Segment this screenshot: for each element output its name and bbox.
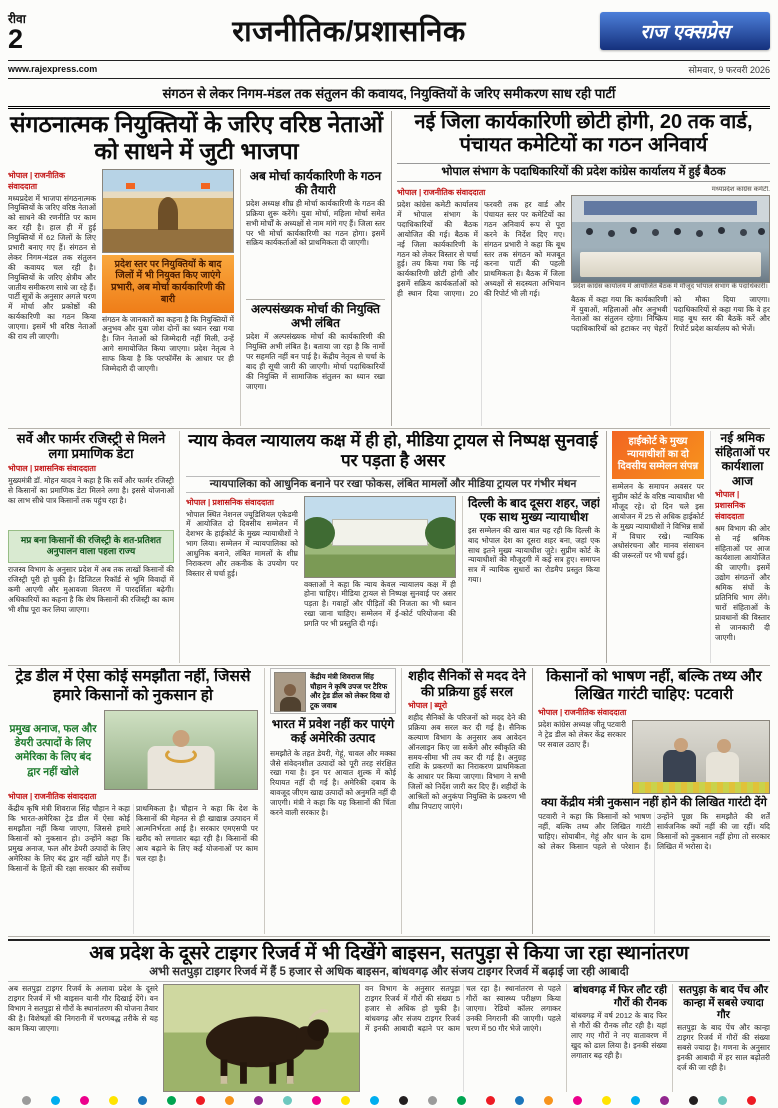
bjp-body-col1: मध्यप्रदेश में भाजपा संगठनात्मक नियुक्तियों के जरिए वरिष्ठ नेताओं को साधने की रणनीति पर काम कर रही है। हाल ही में हुई नियुक्तियों में 62 जिलों के लिए प्रभारी बनाए गए हैं। संगठन से लेकर निगम-मंडल तक संतुलन की कवायद चल रही है। नियुक्तियों के जरिए क्षेत्रीय और जातीय समीकरण साधे जा रहे हैं। पार्टी सूत्रों के अनुसार अगले चरण में मोर्चा और प्रकोष्ठों की कार्यकारिणी का गठन किया जाएगा। इसमें भी वरिष्ठ नेताओं की राय ली जाएगी। [8, 193, 96, 342]
article-judiciary [186, 431, 600, 663]
tariff-sub-headline: भारत में प्रवेश नहीं कर पाएंगे कई अमेरिकी उत्पाद [271, 717, 395, 746]
registry-headline: सर्वे और फार्मर रजिस्ट्री से मिलने लगा प्रमाणिक डेटा [16, 431, 166, 462]
article-labour-codes [606, 431, 770, 663]
masthead-rule-top [8, 60, 770, 61]
meeting-banner [584, 201, 757, 215]
shivraj-photo [104, 710, 258, 790]
registry-body-bottom: राजस्व विभाग के अनुसार प्रदेश में अब तक लाखों किसानों की रजिस्ट्री पूरी हो चुकी है। डिजिटल रिकॉर्ड से भूमि विवादों में कमी आएगी और मुआवजा वितरण में पारदर्शिता बढ़ेगी। अधिकारियों का कहना है कि शेष किसानों की रजिस्ट्री का काम भी शीघ्र पूरा कर लिया जाएगा। [8, 565, 174, 614]
bjp-body-col2: संगठन के जानकारों का कहना है कि नियुक्तियों में अनुभव और युवा जोश दोनों का ध्यान रखा गया है। जिन नेताओं को जिम्मेदारी नहीं मिली, उन्हें आगे समायोजित किया जाएगा। प्रदेश नेतृत्व ने साफ किया है कि परफॉर्मेंस के आधार पर ही जिम्मेदारी दी जाएगी। [102, 314, 234, 374]
bison-body-col2: वन विभाग के अनुसार सतपुड़ा टाइगर रिजर्व में गौरों की संख्या 5 हजार से अधिक हो चुकी है। बांधवगढ़ और संजय टाइगर रिजर्व में इनकी आबादी बढ़ाने पर काम चल रहा है। स्थानांतरण से पहले गौरों का स्वास्थ्य परीक्षण किया जाएगा। रेडियो कॉलर लगाकर उनकी निगरानी की जाएगी। पहले चरण में 50 गौर भेजे जाएंगे। [365, 984, 561, 1033]
tariff-box-text: केंद्रीय मंत्री शिवराज सिंह चौहान ने कृषि उपज पर टैरिफ और ट्रेड डील को लेकर दिया दो टूक जवाब [310, 672, 390, 710]
morcha-sub-headline: अब मोर्चा कार्यकारिणी के गठन की तैयारी [249, 168, 382, 197]
bison-photo [163, 984, 360, 1092]
bison-headline: अब प्रदेश के दूसरे टाइगर रिजर्व में भी दिखेंगे बाइसन, सतपुड़ा से किया जा रहा स्थानांतरण [89, 943, 689, 965]
article-martyr-aid [408, 668, 526, 934]
section-title: राजनीतिक/प्रशासनिक [232, 16, 466, 49]
masthead [8, 4, 770, 58]
congress-body-col2: बैठक में कहा गया कि कार्यकारिणी में युवाओं, महिलाओं और अनुभवी नेताओं का संतुलन रहेगा। निष्क्रिय पदाधिकारियों को हटाकर नए चेहरों को मौका दिया जाएगा। पदाधिकारियों से कहा गया कि वे हर माह बूथ स्तर की बैठकें करें और रिपोर्ट प्रदेश कार्यालय को भेजें। [571, 294, 770, 334]
martyr-headline: शहीद सैनिकों से मदद देने की प्रक्रिया हुई सरल [408, 668, 526, 699]
sub-divider [246, 299, 385, 300]
bjp-photo-caption: प्रदेश स्तर पर नियुक्तियों के बाद जिलों में भी नियुक्त किए जाएंगे प्रभारी, अब मोर्चा कार्यकारिणी की बारी [102, 255, 234, 313]
office-flag-right [201, 183, 210, 189]
office-arch [158, 197, 179, 230]
martyr-byline: भोपाल | ब्यूरो [408, 700, 448, 710]
martyr-body: शहीद सैनिकों के परिजनों को मदद देने की प्रक्रिया अब सरल कर दी गई है। सैनिक कल्याण विभाग के अनुसार अब आवेदन ऑनलाइन किए जा सकेंगे और स्वीकृति की समय-सीमा भी तय कर दी गई है। अनुग्रह राशि के प्रकरणों का निराकरण प्राथमिकता के आधार पर किया जाएगा। विभाग ने सभी जिलों को निर्देश जारी कर दिए हैं। शहीदों के आश्रितों को अनुकंपा नियुक्ति के प्रकरण भी शीघ्र निपटाए जाएंगे। [408, 712, 526, 811]
patwari-byline: भोपाल | राजनीतिक संवाददाता [538, 708, 627, 718]
band-separator-2 [8, 665, 770, 666]
meeting-heads [586, 228, 593, 235]
congress-photo-credit: मध्यप्रदेश कांग्रेस कमेटी. [711, 186, 770, 194]
congress-photo-caption: प्रदेश कांग्रेस कार्यालय में आयोजित बैठक में मौजूद भोपाल संभाग के पदाधिकारी। [573, 282, 768, 290]
bandhavgarh-body: बांधवगढ़ में वर्ष 2012 के बाद फिर से गौरों की रौनक लौट रही है। यहां लाए गए गौरों ने नए वातावरण में खुद को ढाल लिया है। इनकी संख्या लगातार बढ़ रही है। [571, 1010, 667, 1060]
band-farmers [8, 668, 770, 934]
congress-body-col1: प्रदेश कांग्रेस कमेटी कार्यालय में भोपाल संभाग के पदाधिकारियों की बैठक आयोजित की गई। बैठक में नई जिला कार्यकारिणी के गठन को लेकर विस्तार से चर्चा हुई। तय किया गया कि नई कार्यकारिणी छोटी होगी और इसमें सक्रिय कार्यकर्ताओं को ही स्थान दिया जाएगा। 20 फरवरी तक हर वार्ड और पंचायत स्तर पर कमेटियों का गठन अनिवार्य रूप से पूरा करने के निर्देश दिए गए। संगठन प्रभारी ने कहा कि बूथ स्तर तक संगठन को मजबूत करना पार्टी की पहली प्राथमिकता है। बैठक में जिला अध्यक्षों से सदस्यता अभियान की रिपोर्ट भी ली गई। [397, 200, 565, 299]
meeting-table [580, 252, 761, 278]
website-url: www.rajexpress.com [8, 64, 98, 75]
masthead-rule-mid [8, 78, 770, 79]
academy-tree-right [425, 517, 456, 549]
trade-body: केंद्रीय कृषि मंत्री शिवराज सिंह चौहान ने कहा कि भारत-अमेरिका ट्रेड डील में ऐसा कोई समझौता नहीं किया जाएगा, जिससे हमारे किसानों को नुकसान हो। उन्होंने कहा कि प्रमुख अनाज, फल और डेयरी उत्पादों के लिए अमेरिका के लिए बंद द्वार नहीं खोले गए हैं। किसानों के हितों की रक्षा सरकार की सर्वोच्च प्राथमिकता है। चौहान ने कहा कि देश के किसानों की मेहनत से ही खाद्यान्न उत्पादन में आत्मनिर्भरता आई है। सरकार एमएसपी पर खरीद को लगातार बढ़ा रही है। किसानों की आय बढ़ाने के लिए कई योजनाओं पर काम चल रहा है। [8, 804, 258, 873]
delhi-sub-body: इस सम्मेलन की खास बात यह रही कि दिल्ली के बाद भोपाल देश का दूसरा शहर बना, जहां एक साथ इतने मुख्य न्यायाधीश जुटे। सुप्रीम कोर्ट के न्यायाधीशों की मौजूदगी में कई सत्र हुए। समापन सत्र में न्यायिक सुधारों का रोडमैप प्रस्तुत किया गया। [468, 525, 600, 585]
bison-silhouette [164, 985, 359, 1091]
labour-body: श्रम विभाग की ओर से नई श्रमिक संहिताओं पर आज कार्यशाला आयोजित की जाएगी। इसमें उद्योग संगठनों और श्रमिक संघों के प्रतिनिधि भाग लेंगे। चारों संहिताओं के प्रावधानों की विस्तार से जानकारी दी जाएगी। [715, 523, 770, 642]
kicker-headline: संगठन से लेकर निगम-मंडल तक संतुलन की कवायद, नियुक्तियों के जरिए समीकरण साध रही पार्टी [8, 81, 770, 109]
congress-byline: भोपाल | राजनीतिक संवाददाता [397, 188, 486, 198]
trade-headline: ट्रेड डील में ऐसा कोई समझौता नहीं, जिससे हमारे किसानों को नुकसान हो [15, 668, 251, 704]
article-patwari [532, 668, 770, 934]
academy-building [332, 519, 428, 547]
color-bar [8, 1092, 770, 1108]
shivraj-garland [165, 747, 197, 763]
congress-meeting-photo [571, 195, 770, 283]
bison-body-col1: अब सतपुड़ा टाइगर रिजर्व के अलावा प्रदेश के दूसरे टाइगर रिजर्व में भी बाइसन यानी गौर दिखाई देंगे। वन विभाग ने सतपुड़ा से गौरों के स्थानांतरण की योजना तैयार की है। विशेषज्ञों की निगरानी में चरणबद्ध तरीके से यह काम किया जाएगा। [8, 984, 158, 1033]
band-judiciary [8, 431, 770, 663]
patwari-photo [632, 720, 770, 794]
bison-side-bandhavgarh [566, 984, 667, 1092]
congress-subhead: भोपाल संभाग के पदाधिकारियों की प्रदेश कांग्रेस कार्यालय में हुई बैठक [397, 163, 770, 183]
labour-headline: नई श्रमिक संहिताओं पर कार्यशाला आज [715, 431, 770, 488]
tariff-body: समझौते के तहत डेयरी, गेहूं, चावल और मक्का जैसे संवेदनशील उत्पादों को पूरी तरह संरक्षित रखा गया है। इन पर आयात शुल्क में कोई रियायत नहीं दी गई है। अमेरिकी दबाव के बावजूद जीएम खाद्य उत्पादों को अनुमति नहीं दी जाएगी। मंत्री ने कहा कि यह किसानों की चिंता करने वाली सरकार है। [270, 748, 396, 817]
article-us-products [264, 668, 402, 934]
issue-date: सोमवार, 9 फरवरी 2026 [688, 64, 770, 75]
flower-strip [633, 782, 769, 794]
bison-subhead: अभी सतपुड़ा टाइगर रिजर्व में हैं 5 हजार से अधिक बाइसन, बांधवगढ़ और संजय टाइगर रिजर्व में बढ़ाई जा रही आबादी [8, 966, 770, 983]
article-trade-deal [8, 668, 258, 934]
page-number: 2 [8, 24, 24, 55]
pench-body: सतपुड़ा के बाद पेंच और कान्हा टाइगर रिजर्व में गौरों की संख्या सबसे ज्यादा है। गणना के अनुसार इनकी आबादी में हर साल बढ़ोतरी दर्ज की जा रही है। [677, 1023, 770, 1072]
patwari-body-col1: प्रदेश कांग्रेस अध्यक्ष जीतू पटवारी ने ट्रेड डील को लेकर केंद्र सरकार पर सवाल उठाए हैं। [538, 720, 626, 750]
minority-sub-body: प्रदेश में अल्पसंख्यक मोर्चा की कार्यकारिणी की नियुक्ति अभी लंबित है। बताया जा रहा है कि नामों पर सहमति नहीं बन पाई है। केंद्रीय नेतृत्व से चर्चा के बाद ही सूची जारी की जाएगी। मोर्चा पदाधिकारियों की नियुक्ति में सामाजिक संतुलन का ध्यान रखा जाएगा। [246, 332, 385, 391]
pench-title: सतपुड़ा के बाद पेंच और कान्हा में सबसे ज्यादा गौर [678, 984, 769, 1021]
judiciary-body-col2: वक्ताओं ने कहा कि न्याय केवल न्यायालय कक्ष में ही होना चाहिए। मीडिया ट्रायल से निष्पक्ष सुनवाई पर असर पड़ता है। गवाहों और पीड़ितों की निजता का भी ध्यान रखा जाना चाहिए। सम्मेलन में ई-कोर्ट परियोजना की प्रगति पर भी प्रस्तुति दी गई। [304, 579, 456, 629]
bandhavgarh-title: बांधवगढ़ में फिर लौट रही गौरों की रौनक [573, 984, 667, 1009]
shivraj-head [173, 730, 190, 747]
patwari-sub-headline: क्या केंद्रीय मंत्री नुकसान नहीं होने की लिखित गारंटी देंगे [541, 797, 767, 810]
band-separator-1 [8, 428, 770, 429]
registry-highlight-box: मप्र बना किसानों की रजिस्ट्री के शत-प्रतिशत अनुपालन वाला पहला राज्य [8, 530, 174, 563]
office-flag-left [126, 183, 135, 189]
edition-name: रीवा [8, 12, 26, 27]
delhi-sub-headline: दिल्ली के बाद दूसरा शहर, जहां एक साथ मुख्य न्यायाधीश [468, 495, 600, 524]
labour-byline: भोपाल | प्रशासनिक संवाददाता [715, 489, 746, 521]
trade-green-subhead: प्रमुख अनाज, फल और डेयरी उत्पादों के लिए अमेरिका के लिए बंद द्वार नहीं खोले [9, 722, 97, 778]
registry-body-top: मुख्यमंत्री डॉ. मोहन यादव ने कहा है कि सर्वे और फार्मर रजिस्ट्री से किसानों का प्रमाणिक डेटा मिलने लगा है। इससे योजनाओं का लाभ सीधे पात्र किसानों तक पहुंच रहा है। [8, 475, 174, 505]
band-separator-3 [8, 936, 770, 937]
academy-building-photo [304, 496, 456, 578]
bjp-byline: भोपाल | राजनीतिक संवाददाता [8, 170, 65, 191]
bjp-headline: संगठनात्मक नियुक्तियों के जरिए वरिष्ठ नेताओं को साधने में जुटी भाजपा [9, 110, 384, 164]
minister-mini-figure [280, 697, 301, 711]
minority-sub-headline: अल्पसंख्यक मोर्चा की नियुक्ति अभी लंबित [251, 301, 380, 331]
patwari-head-left [674, 738, 688, 752]
band-politics [8, 111, 770, 427]
academy-tree-left [304, 517, 335, 549]
trade-byline: भोपाल | राजनीतिक संवाददाता [8, 792, 97, 802]
judiciary-body-col1: भोपाल स्थित नेशनल ज्यूडिशियल एकेडमी में आयोजित दो दिवसीय सम्मेलन में देशभर के हाईकोर्ट के मुख्य न्यायाधीशों ने भाग लिया। सम्मेलन में न्यायपालिका को आधुनिक बनाने, लंबित मामलों के शीघ्र निराकरण और तकनीक के उपयोग पर विस्तार से चर्चा हुई। [186, 509, 298, 578]
cj-conference-box: हाईकोर्ट के मुख्य न्यायाधीशों का दो दिवसीय सम्मेलन संपन्न [612, 431, 704, 479]
congress-headline: नई जिला कार्यकारिणी छोटी होगी, 20 तक वार्ड, पंचायत कमेटियों का गठन अनिवार्य [414, 110, 753, 157]
patwari-headline: किसानों को भाषण नहीं, बल्कि तथ्य और लिखित गारंटी चाहिए: पटवारी [546, 668, 762, 704]
minister-mini-head [284, 684, 296, 696]
patwari-head-right [717, 739, 731, 753]
morcha-sub-body: प्रदेश अध्यक्ष शीघ्र ही मोर्चा कार्यकारिणी के गठन की प्रक्रिया शुरू करेंगे। युवा मोर्चा, महिला मोर्चा समेत सभी मोर्चों के अध्यक्षों से नाम मांगे गए हैं। जिला स्तर पर भी मोर्चा कार्यकारिणी का गठन होगा। इसमें सक्रिय कार्यकर्ताओं को प्राथमिकता दी जाएगी। [246, 198, 385, 248]
patwari-body-col2: पटवारी ने कहा कि किसानों को भाषण नहीं, बल्कि तथ्य और लिखित गारंटी चाहिए। सोयाबीन, गेहूं और धान के दाम को लेकर किसान पहले से परेशान हैं। उन्होंने पूछा कि समझौते की शर्तें सार्वजनिक क्यों नहीं की जा रहीं। यदि किसानों को नुकसान नहीं होगा तो सरकार लिखित में भरोसा दे। [538, 811, 770, 851]
article-farmer-registry [8, 431, 180, 663]
judiciary-byline: भोपाल | प्रशासनिक संवाददाता [186, 497, 274, 507]
cj-conference-body: सम्मेलन के समापन अवसर पर सुप्रीम कोर्ट के वरिष्ठ न्यायाधीश भी मौजूद रहे। दो दिन चले इस आयोजन में 25 से अधिक हाईकोर्ट के मुख्य न्यायाधीशों ने विभिन्न सत्रों में विचार रखे। न्यायिक अधोसंरचना और मानव संसाधन की जरूरतों पर भी चर्चा हुई। [612, 482, 704, 561]
registry-byline: भोपाल | प्रशासनिक संवाददाता [8, 463, 96, 473]
article-bjp-appointments [8, 111, 385, 427]
brand-logo: राज एक्सप्रेस [600, 12, 770, 50]
info-line [8, 63, 770, 76]
band-bison [8, 939, 770, 1092]
minister-mini-photo [274, 672, 306, 712]
bjp-office-photo [102, 169, 234, 253]
judiciary-headline: न्याय केवल न्यायालय कक्ष में ही हो, मीडिया ट्रायल से निष्पक्ष सुनवाई पर पड़ता है असर [188, 431, 598, 471]
edition-block [8, 10, 98, 55]
article-congress-meeting [391, 111, 770, 427]
bison-side-pench [672, 984, 770, 1092]
judiciary-subhead: न्यायपालिका को आधुनिक बनाने पर रखा फोकस, लंबित मामलों और मीडिया ट्रायल पर गंभीर मंथन [186, 476, 600, 492]
